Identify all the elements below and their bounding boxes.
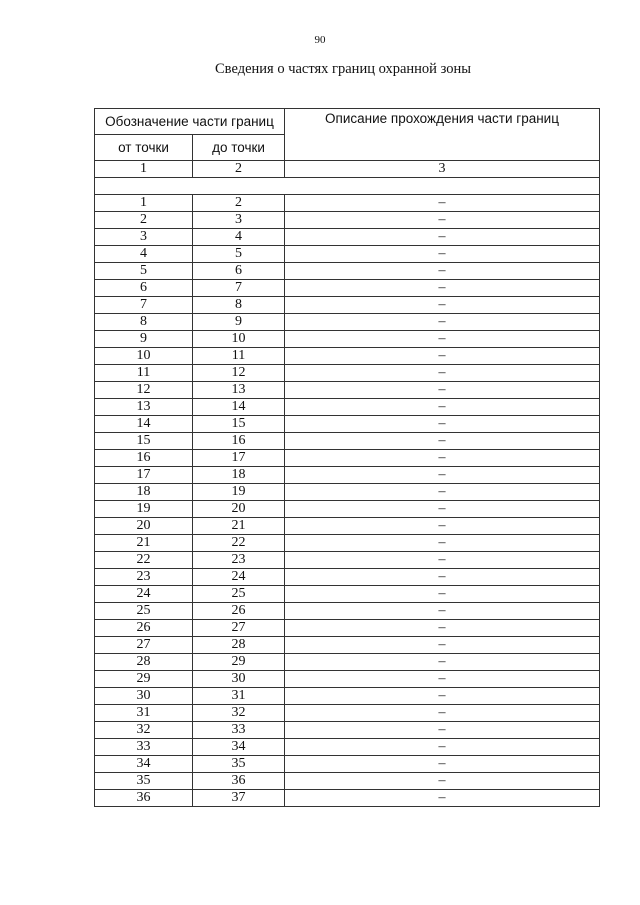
cell-desc: – <box>285 195 600 212</box>
cell-from: 24 <box>95 586 193 603</box>
cell-from: 8 <box>95 314 193 331</box>
cell-from: 19 <box>95 501 193 518</box>
cell-from: 28 <box>95 654 193 671</box>
cell-to: 27 <box>193 620 285 637</box>
cell-from: 27 <box>95 637 193 654</box>
cell-from: 16 <box>95 450 193 467</box>
cell-from: 34 <box>95 756 193 773</box>
cell-desc: – <box>285 280 600 297</box>
page-number: 90 <box>314 34 326 46</box>
cell-to: 36 <box>193 773 285 790</box>
column-number-3: 3 <box>285 161 600 178</box>
table-row <box>95 654 600 671</box>
cell-desc: – <box>285 331 600 348</box>
table-row <box>95 688 600 705</box>
boundary-rows <box>95 195 600 807</box>
cell-from: 5 <box>95 263 193 280</box>
cell-desc: – <box>285 433 600 450</box>
cell-to: 16 <box>193 433 285 450</box>
cell-desc: – <box>285 671 600 688</box>
table-row <box>95 705 600 722</box>
cell-to: 26 <box>193 603 285 620</box>
table-row <box>95 212 600 229</box>
table-row <box>95 603 600 620</box>
cell-from: 4 <box>95 246 193 263</box>
cell-from: 36 <box>95 790 193 807</box>
cell-to: 13 <box>193 382 285 399</box>
cell-desc: – <box>285 739 600 756</box>
cell-from: 31 <box>95 705 193 722</box>
table-row <box>95 467 600 484</box>
cell-desc: – <box>285 773 600 790</box>
cell-from: 23 <box>95 569 193 586</box>
table-row <box>95 399 600 416</box>
cell-desc: – <box>285 756 600 773</box>
cell-from: 3 <box>95 229 193 246</box>
table-row <box>95 535 600 552</box>
cell-desc: – <box>285 535 600 552</box>
cell-from: 30 <box>95 688 193 705</box>
table-row <box>95 433 600 450</box>
cell-desc: – <box>285 365 600 382</box>
cell-from: 20 <box>95 518 193 535</box>
cell-desc: – <box>285 416 600 433</box>
header-from-point: от точки <box>95 135 193 161</box>
cell-to: 11 <box>193 348 285 365</box>
cell-to: 22 <box>193 535 285 552</box>
cell-from: 32 <box>95 722 193 739</box>
cell-from: 11 <box>95 365 193 382</box>
cell-desc: – <box>285 450 600 467</box>
table-row <box>95 348 600 365</box>
cell-from: 18 <box>95 484 193 501</box>
table-row <box>95 518 600 535</box>
cell-desc: – <box>285 586 600 603</box>
table-row <box>95 790 600 807</box>
table-row <box>95 586 600 603</box>
cell-from: 21 <box>95 535 193 552</box>
cell-to: 12 <box>193 365 285 382</box>
cell-to: 14 <box>193 399 285 416</box>
cell-desc: – <box>285 348 600 365</box>
cell-to: 35 <box>193 756 285 773</box>
cell-desc: – <box>285 790 600 807</box>
cell-from: 15 <box>95 433 193 450</box>
cell-from: 33 <box>95 739 193 756</box>
cell-desc: – <box>285 569 600 586</box>
cell-from: 35 <box>95 773 193 790</box>
table-row <box>95 229 600 246</box>
cell-to: 17 <box>193 450 285 467</box>
cell-desc: – <box>285 603 600 620</box>
cell-to: 2 <box>193 195 285 212</box>
empty-section-row <box>95 178 600 195</box>
table-row <box>95 382 600 399</box>
cell-from: 2 <box>95 212 193 229</box>
cell-desc: – <box>285 637 600 654</box>
cell-desc: – <box>285 246 600 263</box>
table-row <box>95 263 600 280</box>
cell-desc: – <box>285 263 600 280</box>
cell-from: 10 <box>95 348 193 365</box>
cell-from: 7 <box>95 297 193 314</box>
cell-to: 18 <box>193 467 285 484</box>
cell-to: 9 <box>193 314 285 331</box>
cell-to: 21 <box>193 518 285 535</box>
cell-from: 26 <box>95 620 193 637</box>
cell-from: 13 <box>95 399 193 416</box>
table-row <box>95 297 600 314</box>
cell-to: 10 <box>193 331 285 348</box>
cell-from: 29 <box>95 671 193 688</box>
cell-to: 28 <box>193 637 285 654</box>
cell-desc: – <box>285 501 600 518</box>
cell-to: 5 <box>193 246 285 263</box>
cell-to: 19 <box>193 484 285 501</box>
cell-to: 37 <box>193 790 285 807</box>
table-row <box>95 484 600 501</box>
cell-desc: – <box>285 552 600 569</box>
cell-to: 30 <box>193 671 285 688</box>
cell-desc: – <box>285 705 600 722</box>
cell-to: 33 <box>193 722 285 739</box>
cell-from: 6 <box>95 280 193 297</box>
cell-to: 23 <box>193 552 285 569</box>
cell-desc: – <box>285 399 600 416</box>
boundary-parts-table <box>94 108 600 807</box>
header-to-point: до точки <box>193 135 285 161</box>
cell-to: 7 <box>193 280 285 297</box>
cell-from: 22 <box>95 552 193 569</box>
table-row <box>95 671 600 688</box>
cell-to: 20 <box>193 501 285 518</box>
table-row <box>95 416 600 433</box>
cell-to: 6 <box>193 263 285 280</box>
table-row <box>95 195 600 212</box>
cell-desc: – <box>285 620 600 637</box>
table-row <box>95 450 600 467</box>
cell-from: 25 <box>95 603 193 620</box>
cell-desc: – <box>285 467 600 484</box>
table-row <box>95 637 600 654</box>
table-row <box>95 365 600 382</box>
cell-desc: – <box>285 518 600 535</box>
cell-to: 3 <box>193 212 285 229</box>
table-row <box>95 773 600 790</box>
cell-desc: – <box>285 722 600 739</box>
column-number-2: 2 <box>193 161 285 178</box>
table-row <box>95 620 600 637</box>
cell-to: 4 <box>193 229 285 246</box>
cell-desc: – <box>285 229 600 246</box>
cell-desc: – <box>285 297 600 314</box>
table-row <box>95 552 600 569</box>
cell-to: 8 <box>193 297 285 314</box>
cell-to: 34 <box>193 739 285 756</box>
cell-desc: – <box>285 484 600 501</box>
column-number-1: 1 <box>95 161 193 178</box>
cell-to: 24 <box>193 569 285 586</box>
cell-desc: – <box>285 688 600 705</box>
cell-from: 17 <box>95 467 193 484</box>
table-row <box>95 280 600 297</box>
cell-to: 15 <box>193 416 285 433</box>
header-boundary-description: Описание прохождения части границ <box>285 109 600 161</box>
header-boundary-designation: Обозначение части границ <box>95 109 285 135</box>
cell-desc: – <box>285 382 600 399</box>
cell-desc: – <box>285 314 600 331</box>
table-row <box>95 739 600 756</box>
table-row <box>95 331 600 348</box>
document-title: Сведения о частях границ охранной зоны <box>215 61 471 77</box>
cell-from: 12 <box>95 382 193 399</box>
table-row <box>95 314 600 331</box>
cell-desc: – <box>285 212 600 229</box>
cell-to: 29 <box>193 654 285 671</box>
cell-from: 9 <box>95 331 193 348</box>
cell-to: 31 <box>193 688 285 705</box>
cell-from: 14 <box>95 416 193 433</box>
table-row <box>95 246 600 263</box>
table-row <box>95 722 600 739</box>
cell-to: 32 <box>193 705 285 722</box>
table-row <box>95 569 600 586</box>
cell-to: 25 <box>193 586 285 603</box>
cell-from: 1 <box>95 195 193 212</box>
table-row <box>95 501 600 518</box>
table-row <box>95 756 600 773</box>
cell-desc: – <box>285 654 600 671</box>
